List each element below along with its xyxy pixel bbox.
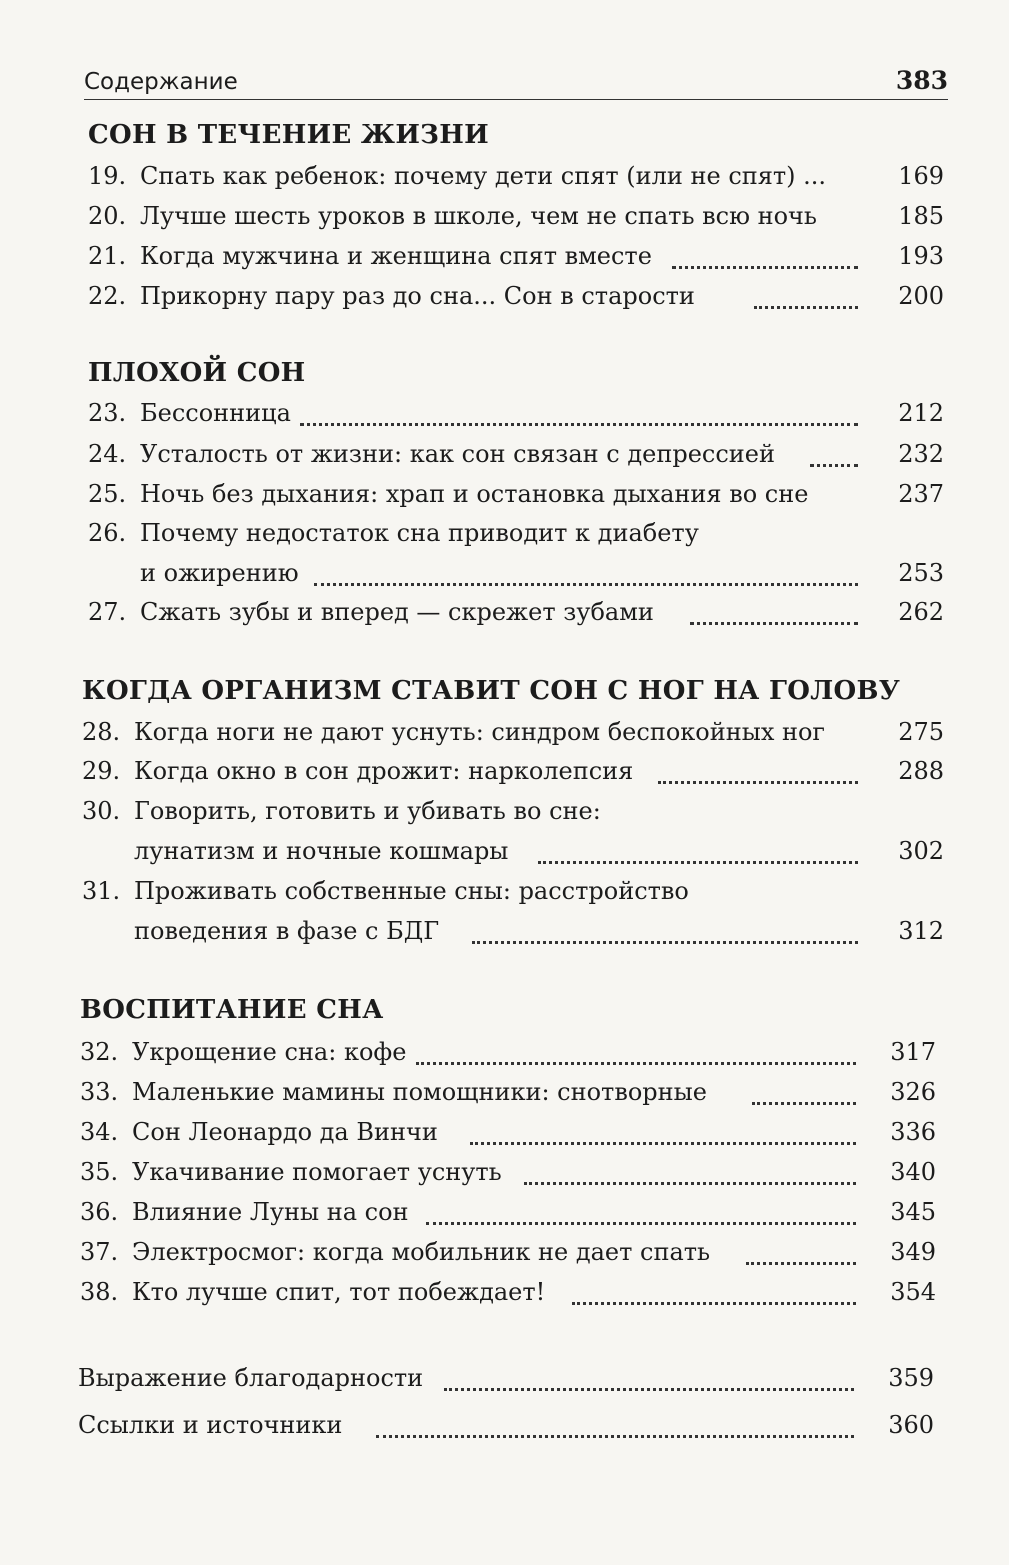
entry-number: 33. [80, 1078, 119, 1106]
entry-title: Электросмог: когда мобильник не дает спать [132, 1238, 711, 1266]
section-title: ВОСПИТАНИЕ СНА [80, 995, 384, 1025]
entry-page: 185 [898, 202, 944, 230]
toc-entry [82, 877, 948, 953]
dot-leader [314, 583, 858, 586]
section-title: СОН В ТЕЧЕНИЕ ЖИЗНИ [88, 120, 489, 150]
entry-page: 302 [898, 837, 944, 865]
toc-entry [78, 1411, 948, 1447]
dot-leader [752, 1102, 856, 1105]
entry-number: 32. [80, 1038, 119, 1066]
entry-title: Влияние Луны на сон [132, 1198, 409, 1226]
entry-page: 275 [898, 718, 944, 746]
entry-number: 29. [82, 757, 121, 785]
toc-entry [88, 598, 948, 634]
entry-number: 38. [80, 1278, 119, 1306]
dot-leader [416, 1062, 856, 1065]
entry-number: 20. [88, 202, 127, 230]
entry-page: 360 [888, 1411, 934, 1439]
toc-entry [82, 757, 948, 793]
running-head [84, 66, 948, 100]
entry-title: Выражение благодарности [78, 1364, 424, 1392]
dot-leader [746, 1262, 856, 1265]
entry-number: 30. [82, 797, 121, 825]
entry-title: Укрощение сна: кофе [132, 1038, 407, 1066]
dot-leader [300, 423, 858, 426]
toc-entry [78, 1364, 948, 1400]
entry-title: Укачивание помогает уснуть [132, 1158, 502, 1186]
dot-leader [658, 781, 858, 784]
entry-number: 23. [88, 399, 127, 427]
entry-page: 169 [898, 162, 944, 190]
entry-page: 232 [898, 440, 944, 468]
entry-title: Маленькие мамины помощники: снотворные [132, 1078, 707, 1106]
entry-title: Лучше шесть уроков в школе, чем не спать всю ночь [140, 202, 817, 230]
toc-entry [80, 1118, 948, 1154]
entry-number: 31. [82, 877, 121, 905]
toc-entry [80, 1278, 948, 1314]
toc-entry [88, 242, 948, 278]
entry-title: Проживать собственные сны: расстройство [134, 877, 689, 905]
dot-leader [672, 266, 858, 269]
toc-entry [88, 519, 948, 595]
entry-number: 34. [80, 1118, 119, 1146]
entry-page: 200 [898, 282, 944, 310]
toc-entry [88, 282, 948, 318]
dot-leader [690, 622, 858, 625]
entry-title: Ссылки и источники [78, 1411, 343, 1439]
dot-leader [376, 1435, 854, 1438]
entry-title-continued: поведения в фазе с БДГ [134, 917, 440, 945]
entry-title: Когда мужчина и женщина спят вместе [140, 242, 652, 270]
section-title: ПЛОХОЙ СОН [88, 358, 306, 388]
entry-number: 26. [88, 519, 127, 547]
entry-page: 336 [890, 1118, 936, 1146]
toc-entry [80, 1158, 948, 1194]
dot-leader [472, 941, 858, 944]
entry-number: 36. [80, 1198, 119, 1226]
entry-page: 317 [890, 1038, 936, 1066]
toc-entry [88, 399, 948, 435]
entry-title: Усталость от жизни: как сон связан с депрессией [140, 440, 775, 468]
entry-page: 349 [890, 1238, 936, 1266]
entry-title: Говорить, готовить и убивать во сне: [134, 797, 601, 825]
entry-page: 237 [898, 480, 944, 508]
entry-title: Прикорну пару раз до сна... Сон в старости [140, 282, 695, 310]
entry-page: 288 [898, 757, 944, 785]
section-title: КОГДА ОРГАНИЗМ СТАВИТ СОН С НОГ НА ГОЛОВУ [82, 676, 901, 706]
entry-title: Кто лучше спит, тот побеждает! [132, 1278, 546, 1306]
toc-entry [82, 718, 948, 754]
dot-leader [754, 306, 858, 309]
entry-page: 340 [890, 1158, 936, 1186]
entry-page: 262 [898, 598, 944, 626]
entry-title: Когда окно в сон дрожит: нарколепсия [134, 757, 634, 785]
entry-number: 24. [88, 440, 127, 468]
entry-page: 312 [898, 917, 944, 945]
toc-entry [80, 1078, 948, 1114]
entry-number: 27. [88, 598, 127, 626]
dot-leader [538, 861, 858, 864]
dot-leader [572, 1302, 856, 1305]
entry-title: Почему недостаток сна приводит к диабету [140, 519, 699, 547]
entry-title: Ночь без дыхания: храп и остановка дыхания во сне [140, 480, 809, 508]
entry-page: 354 [890, 1278, 936, 1306]
dot-leader [524, 1182, 856, 1185]
entry-title: Сжать зубы и вперед — скрежет зубами [140, 598, 654, 626]
entry-number: 25. [88, 480, 127, 508]
entry-number: 37. [80, 1238, 119, 1266]
entry-title: Бессонница [140, 399, 291, 427]
entry-page: 326 [890, 1078, 936, 1106]
entry-title: Когда ноги не дают уснуть: синдром беспокойных ног [134, 718, 825, 746]
dot-leader [810, 464, 858, 467]
toc-entry [88, 440, 948, 476]
entry-page: 359 [888, 1364, 934, 1392]
entry-number: 19. [88, 162, 127, 190]
entry-number: 21. [88, 242, 127, 270]
running-head-title: Содержание [84, 69, 238, 95]
entry-page: 212 [898, 399, 944, 427]
entry-page: 345 [890, 1198, 936, 1226]
entry-title-continued: лунатизм и ночные кошмары [134, 837, 509, 865]
dot-leader [444, 1388, 854, 1391]
entry-title: Сон Леонардо да Винчи [132, 1118, 438, 1146]
toc-entry [80, 1198, 948, 1234]
toc-entry [88, 202, 948, 238]
entry-title: Спать как ребенок: почему дети спят (или не спят) ... [140, 162, 827, 190]
toc-entry [80, 1238, 948, 1274]
dot-leader [470, 1142, 856, 1145]
entry-page: 193 [898, 242, 944, 270]
dot-leader [426, 1222, 856, 1225]
toc-entry [80, 1038, 948, 1074]
toc-entry [88, 162, 948, 198]
toc-entry [88, 480, 948, 516]
entry-page: 253 [898, 559, 944, 587]
entry-title-continued: и ожирению [140, 559, 299, 587]
toc-entry [82, 797, 948, 873]
running-head-page-number: 383 [895, 66, 948, 95]
entry-number: 35. [80, 1158, 119, 1186]
entry-number: 22. [88, 282, 127, 310]
entry-number: 28. [82, 718, 121, 746]
